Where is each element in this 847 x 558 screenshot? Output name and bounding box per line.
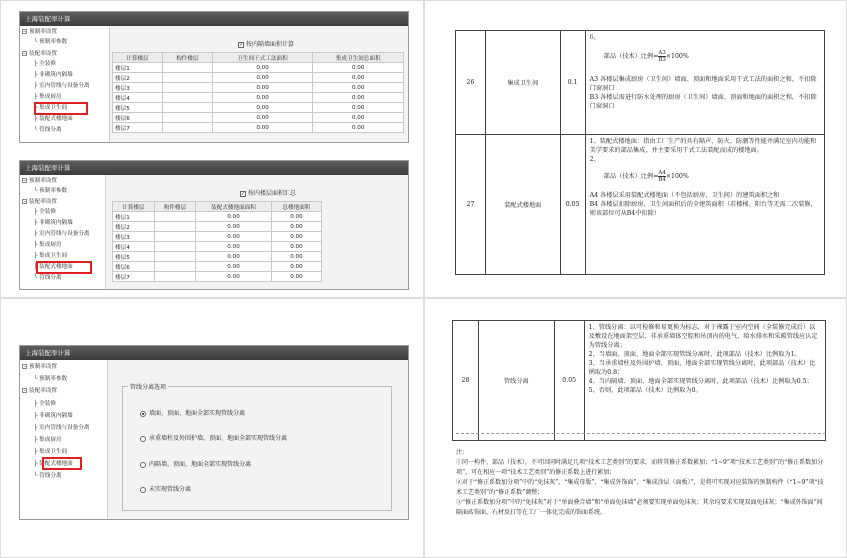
option-partition-separated[interactable]: 内隔墙、顶面、地面全部实现管线分离	[140, 459, 251, 468]
highlight-bathroom	[34, 102, 88, 115]
note-line: ②对于“修正系数加分项”中的“免抹灰”、“集成母版”、“集成外饰面”、“集成涂层（面板）”，是将可实现对应装饰的预制构件（“1~9”项“技术工艺类别”的“修正系数”调整；	[456, 479, 824, 496]
radio-selected	[140, 411, 146, 417]
table-row[interactable]: 楼层6 0.00 0.00	[113, 262, 322, 272]
col-header: 构件楼层	[162, 53, 212, 63]
radio	[140, 462, 146, 468]
tree-node-prefab-settings[interactable]: − 预制率设置	[23, 178, 57, 184]
collapse-icon: −	[23, 364, 27, 369]
table-row[interactable]: 楼层3 0.00 0.00	[113, 83, 404, 93]
text-line: A3 各楼层集成厨房（卫生间）墙面、顶面和地面采用干式工法的面积之和，不扣除门窗洞口	[589, 76, 817, 92]
tree-node-prefab-params[interactable]: └ 预制率参数	[34, 39, 68, 45]
table-row[interactable]: 楼层7 0.00 0.00	[113, 272, 322, 282]
area-checkbox[interactable]: ✓ 按内隔墙面积计算	[239, 41, 295, 48]
note-line: ①同一构件、部品（技术），不可因同时满足几项“技术工艺类别”的要求，而将其修正系数累加；“1~9”项“技术工艺类别”的“修正系数加分项”，可在相应一项“技术工艺类别”的修正系数上进行累加；	[456, 459, 824, 476]
table-row[interactable]: 楼层2 0.00 0.00	[113, 222, 322, 232]
tree-node-prefab-params[interactable]: └ 预制率参数	[34, 376, 68, 382]
text-line: 4、当内隔墙、顶面、地面全部实现管线分离时，此项部品（技术）比例取为0.5；	[588, 378, 813, 385]
col-header: 集成卫生间总面积	[313, 53, 404, 63]
option-not-separated[interactable]: 未实现管线分离	[140, 484, 191, 493]
tree-node-pipe-separation[interactable]: └ 管线分离	[34, 473, 62, 479]
formula: 部品（技术）比例= $\frac{A3}{B3}$ ×100%	[603, 50, 689, 63]
text-line: 2、当墙面、顶面、地面全部实现管线分离时，此项部品（技术）比例取为1。	[588, 351, 801, 358]
tree-node-bathroom[interactable]: ├ 集成卫生间	[34, 449, 68, 455]
collapse-icon: −	[23, 388, 27, 393]
tree-node-assembly-settings[interactable]: − 装配率设置	[23, 51, 57, 57]
divider	[456, 433, 826, 434]
item-name: 装配式楼地面	[485, 135, 560, 275]
tree-node-bathroom[interactable]: ├ 集成卫生间	[34, 253, 68, 259]
table-row[interactable]: 楼层5 0.00 0.00	[113, 103, 404, 113]
highlight-pipe-separation	[42, 457, 82, 470]
assembly-rate-window-2	[19, 160, 409, 290]
tree-node-partition-wall[interactable]: ├ 非砌筑内隔墙	[34, 72, 73, 78]
text-line: 5、否则，此项部品（技术）比例取为0。	[588, 387, 702, 394]
item-name: 集成卫生间	[485, 31, 560, 135]
tree-node-kitchen[interactable]: ├ 集成厨房	[34, 242, 62, 248]
tree-node-full-decoration[interactable]: ├ 全装修	[34, 209, 56, 215]
formula: 部品（技术）比例= $\frac{A4}{B4}$ ×100%	[603, 170, 689, 183]
text-line: A4 各楼层采用装配式楼地面（不包括厨房、卫生间）的建筑面积之和	[589, 192, 780, 199]
table-row[interactable]: 楼层2 0.00 0.00	[113, 73, 404, 83]
text-line: 3、当承重墙柱及外围护墙、顶面、地面全部实现管线分离时，此项部品（技术）比例取为0.8；	[588, 360, 816, 376]
window-title: 上海装配率计算	[20, 12, 408, 26]
text-line: 1、管线分离：以可检修和易更换为标志，对于裸露于室内空间（全装修完成后）以及敷设在地面架空层、非承重墙体空腔和吊顶内的电气、给水排水和采暖管线应认定为管线分离；	[588, 324, 818, 349]
settings-tree	[20, 26, 110, 142]
note-line: ③“修正系数加分项”中的“免抹灰”对于“单面叠合墙”和“单面免抹墙”必须要实现单面免抹灰；其余均要求实现双面免抹灰；“集成外饰面”间隔面砖饰面、石材反打等在工厂一体化完成的饰面系统。	[456, 499, 823, 516]
text-line: 1、装配式楼地面：指由工厂生产的具有隔声、防火、防潮等性能并满足室内功能和美学要求的部品集成，并主要采用干式工法装配而成的楼地面。	[589, 138, 817, 154]
tree-node-kitchen[interactable]: ├ 集成厨房	[34, 94, 62, 100]
assembly-rate-window-3	[19, 345, 409, 520]
settings-tree	[20, 360, 108, 519]
item-score: 0.1	[560, 31, 585, 135]
table-row[interactable]: 楼层1 0.00 0.00	[113, 63, 404, 73]
radio	[140, 436, 146, 442]
tree-node-pipeline-equipment[interactable]: ├ 室内管线与设备分离	[34, 231, 90, 237]
text-line: 6。	[589, 34, 600, 41]
tree-node-kitchen[interactable]: ├ 集成厨房	[34, 437, 62, 443]
row-number: 28	[453, 321, 479, 441]
table-row[interactable]: 楼层7 0.00 0.00	[113, 123, 404, 133]
table-row[interactable]: 楼层4 0.00 0.00	[113, 242, 322, 252]
col-header: 装配式楼地面面积	[196, 202, 272, 212]
table-row[interactable]: 楼层1 0.00 0.00	[113, 212, 322, 222]
radio	[140, 487, 146, 493]
collapse-icon: −	[23, 178, 27, 183]
tree-node-assembly-settings[interactable]: − 装配率设置	[23, 388, 57, 394]
tree-node-floor[interactable]: ├ 装配式楼地面	[34, 264, 73, 270]
table-row[interactable]: 楼层6 0.00 0.00	[113, 113, 404, 123]
tree-node-full-decoration[interactable]: ├ 全装修	[34, 401, 56, 407]
col-header: 卫生间干式工法面积	[212, 53, 313, 63]
area-checkbox[interactable]: ✓ 按内楼层面积汇总	[241, 190, 297, 197]
bathroom-table	[112, 52, 404, 133]
tree-node-floor[interactable]: ├ 装配式楼地面	[34, 461, 73, 467]
tree-node-assembly-settings[interactable]: − 装配率设置	[23, 199, 57, 205]
tree-node-pipeline-equipment[interactable]: ├ 室内管线与设备分离	[34, 425, 90, 431]
text-line: B3 各楼层需进行防水处理的厨房（卫生间）墙面、顶面和地面的面积之和，不扣除门窗洞口	[589, 94, 817, 110]
note-title: 注：	[456, 449, 469, 456]
tree-node-pipeline-equipment[interactable]: ├ 室内管线与设备分离	[34, 83, 90, 89]
notes-block	[456, 448, 826, 518]
tree-node-prefab-params[interactable]: └ 预制率参数	[34, 188, 68, 194]
assembly-rate-window-1	[19, 11, 409, 143]
text-line: 2、	[589, 156, 600, 163]
tree-node-partition-wall[interactable]: ├ 非砌筑内隔墙	[34, 413, 73, 419]
floor-table	[112, 201, 322, 282]
tree-node-prefab-settings[interactable]: − 预制率设置	[23, 29, 57, 35]
collapse-icon: −	[23, 199, 27, 204]
tree-node-floor[interactable]: ├ 装配式楼地面	[34, 116, 73, 122]
col-header: 计算楼层	[113, 53, 163, 63]
window-title: 上海装配率计算	[20, 161, 408, 175]
window-title: 上海装配率计算	[20, 346, 408, 360]
collapse-icon: −	[23, 29, 27, 34]
item-score: 0.05	[560, 135, 585, 275]
spec-table-2	[452, 320, 826, 441]
table-row[interactable]: 楼层3 0.00 0.00	[113, 232, 322, 242]
col-header: 计算楼层	[113, 202, 155, 212]
tree-node-pipe-separation[interactable]: └ 管线分离	[34, 127, 62, 133]
item-score: 0.05	[554, 321, 584, 441]
collapse-icon: −	[23, 51, 27, 56]
tree-node-prefab-settings[interactable]: − 预制率设置	[23, 364, 57, 370]
row-number: 27	[456, 135, 486, 275]
table-row[interactable]: 楼层5 0.00 0.00	[113, 252, 322, 262]
row-number: 26	[456, 31, 486, 135]
spec-table-1	[455, 30, 825, 275]
table-row[interactable]: 楼层4 0.00 0.00	[113, 93, 404, 103]
tree-node-pipe-separation[interactable]: └ 管线分离	[34, 275, 62, 281]
option-all-separated[interactable]: 墙面、顶面、地面全部实现管线分离	[140, 408, 245, 417]
text-line: B4 各楼层扣除厨房、卫生间面积后的全建筑面积（若楼梯、阳台等无需二次装修，则该部位可从B4中扣除）	[589, 201, 817, 217]
item-name: 管线分离	[478, 321, 554, 441]
tree-node-partition-wall[interactable]: ├ 非砌筑内隔墙	[34, 220, 73, 226]
group-title: 管线分离选项	[130, 384, 167, 391]
option-bearing-separated[interactable]: 承重墙柱及外围护墙、顶面、地面全部实现管线分离	[140, 433, 287, 442]
col-header: 总楼地面积	[271, 202, 321, 212]
col-header: 构件楼层	[154, 202, 196, 212]
highlight-floor	[36, 261, 92, 274]
tree-node-bathroom[interactable]: ├ 集成卫生间	[34, 105, 68, 111]
tree-node-full-decoration[interactable]: ├ 全装修	[34, 61, 56, 67]
